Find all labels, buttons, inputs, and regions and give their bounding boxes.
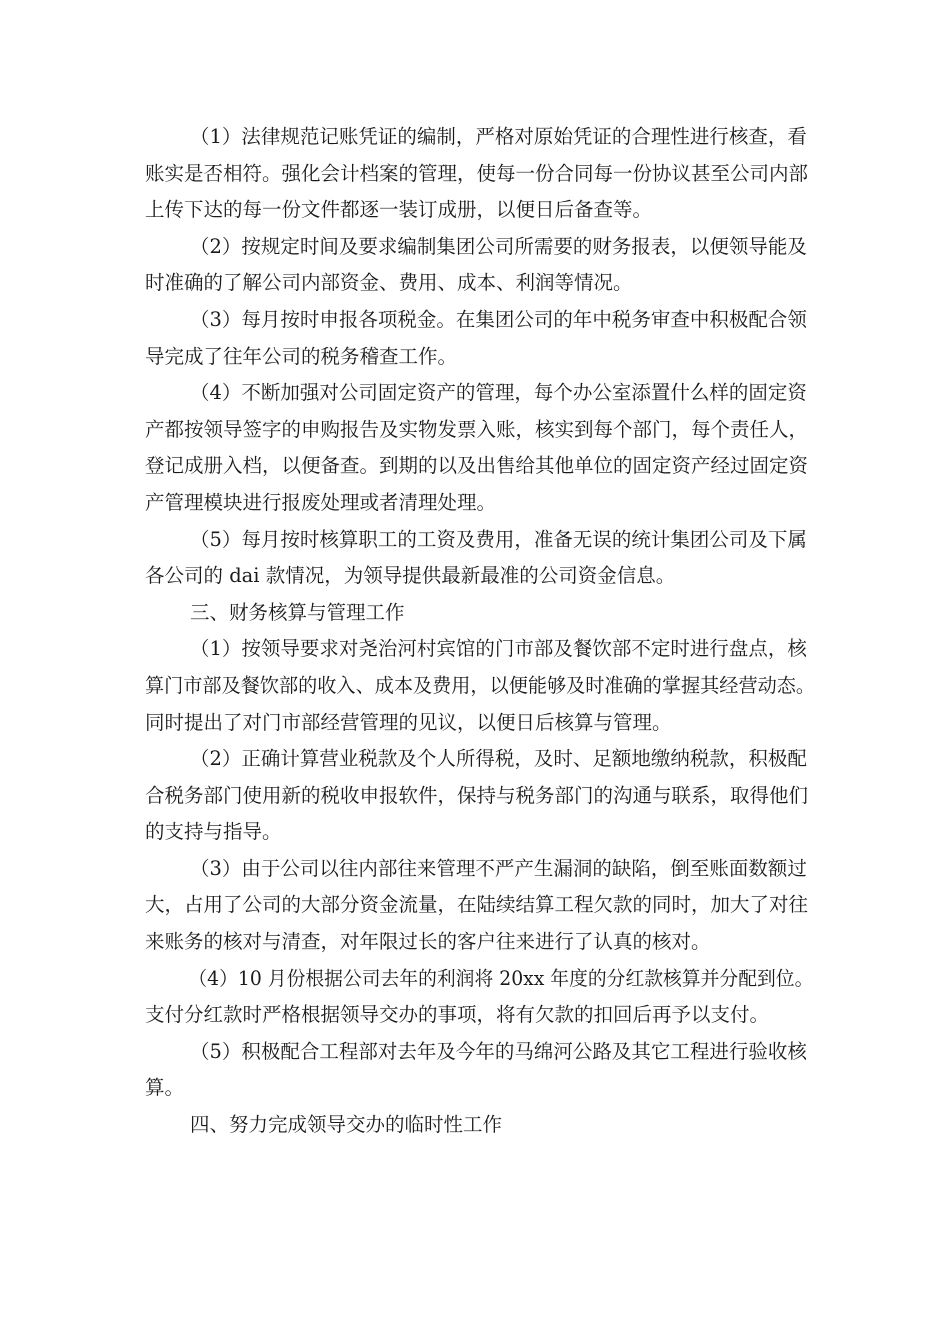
text-line: 登记成册入档，以便备查。到期的以及出售给其他单位的固定资产经过固定资 xyxy=(145,454,809,478)
text-line: 四、努力完成领导交办的临时性工作 xyxy=(190,1113,503,1137)
text-line: 支付分红款时严格根据领导交办的事项，将有欠款的扣回后再予以支付。 xyxy=(145,1003,770,1027)
text-line: 导完成了往年公司的税务稽查工作。 xyxy=(145,344,458,368)
text-line: （5）每月按时核算职工的工资及费用，准备无误的统计集团公司及下属 xyxy=(190,527,807,551)
text-line: 三、财务核算与管理工作 xyxy=(190,600,405,624)
text-line: 来账务的核对与清查，对年限过长的客户往来进行了认真的核对。 xyxy=(145,930,711,954)
text-line: 时准确的了解公司内部资金、费用、成本、利润等情况。 xyxy=(145,271,633,295)
text-line: 算门市部及餐饮部的收入、成本及费用，以便能够及时准确的掌握其经营动态。 xyxy=(145,673,816,697)
text-line: 上传下达的每一份文件都逐一装订成册，以便日后备查等。 xyxy=(145,198,653,222)
document-body xyxy=(145,119,815,1144)
text-line: （4）10 月份根据公司去年的利润将 20xx 年度的分红款核算并分配到位。 xyxy=(188,966,814,990)
text-line: （2）按规定时间及要求编制集团公司所需要的财务报表，以便领导能及 xyxy=(190,234,807,258)
text-line: （3）每月按时申报各项税金。在集团公司的年中税务审查中积极配合领 xyxy=(190,307,807,331)
text-line: 产都按领导签字的申购报告及实物发票入账，核实到每个部门，每个责任人， xyxy=(145,417,809,441)
text-line: （1）按领导要求对尧治河村宾馆的门市部及餐饮部不定时进行盘点，核 xyxy=(190,637,807,661)
text-line: （5）积极配合工程部对去年及今年的马绵河公路及其它工程进行验收核 xyxy=(190,1039,807,1063)
text-line: （3）由于公司以往内部往来管理不严产生漏洞的缺陷，倒至账面数额过 xyxy=(190,856,807,880)
text-line: （4）不断加强对公司固定资产的管理，每个办公室添置什么样的固定资 xyxy=(190,381,807,405)
text-line: 各公司的 dai 款情况，为领导提供最新最准的公司资金信息。 xyxy=(145,564,676,588)
text-line: （1）法律规范记账凭证的编制，严格对原始凭证的合理性进行核查，看 xyxy=(190,125,807,148)
text-line: 算。 xyxy=(145,1076,185,1100)
text-line: 账实是否相符。强化会计档案的管理，使每一份合同每一份协议甚至公司内部 xyxy=(145,161,809,185)
text-line: 的支持与指导。 xyxy=(145,820,282,844)
text-line: 合税务部门使用新的税收申报软件，保持与税务部门的沟通与联系，取得他们 xyxy=(145,783,809,807)
text-line: （2）正确计算营业税款及个人所得税，及时、足额地缴纳税款，积极配 xyxy=(190,747,807,771)
text-line: 产管理模块进行报废处理或者清理处理。 xyxy=(145,490,497,514)
text-line: 大，占用了公司的大部分资金流量，在陆续结算工程欠款的同时，加大了对往 xyxy=(145,893,809,917)
text-line: 同时提出了对门市部经营管理的见议，以便日后核算与管理。 xyxy=(145,710,672,734)
